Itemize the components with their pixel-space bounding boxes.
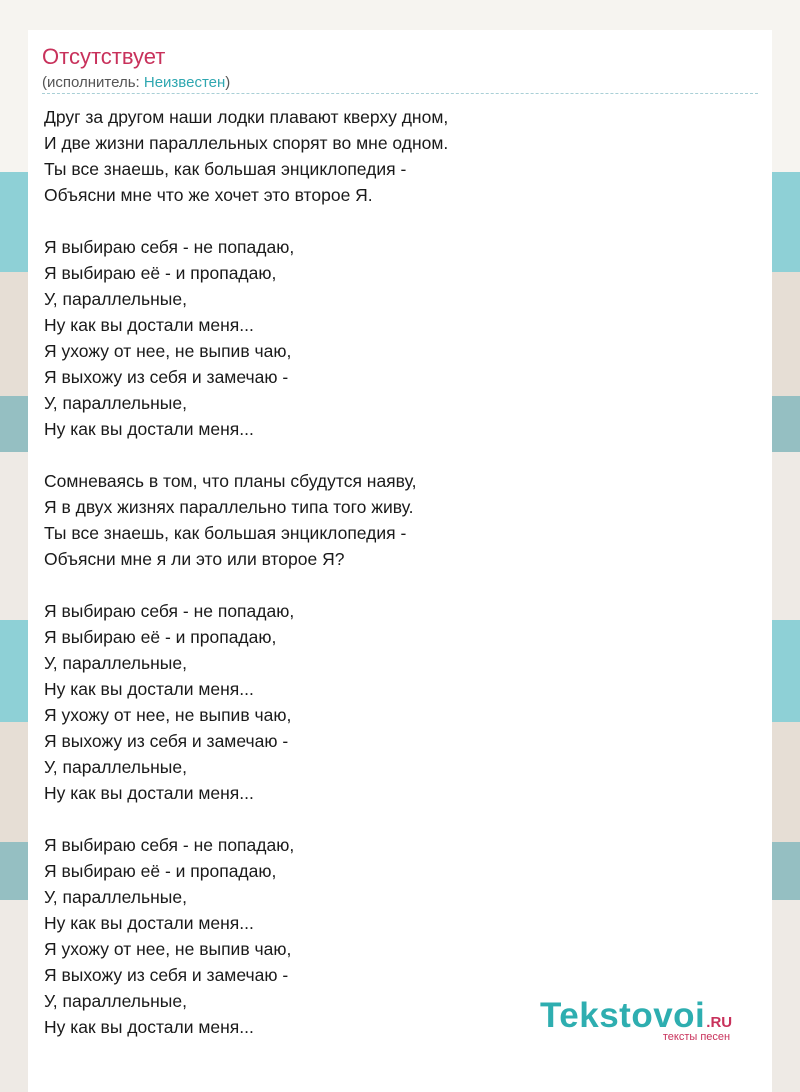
lyrics-line: Я выхожу из себя и замечаю - — [44, 731, 289, 751]
song-title: Отсутствует — [42, 44, 166, 69]
lyrics-line: У, параллельные, — [44, 991, 187, 1011]
lyrics-card — [28, 30, 772, 1092]
lyrics-line: У, параллельные, — [44, 757, 187, 777]
lyrics-line: У, параллельные, — [44, 289, 187, 309]
lyrics-line: Я выбираю себя - не попадаю, — [44, 835, 295, 855]
lyrics-line: Ты все знаешь, как большая энциклопедия - — [44, 159, 407, 179]
site-logo[interactable] — [540, 997, 732, 1043]
artist-line — [42, 74, 230, 91]
artist-link[interactable]: Неизвестен — [143, 74, 226, 91]
lyrics-line: Я ухожу от нее, не выпив чаю, — [44, 341, 292, 361]
lyrics-line: Я ухожу от нее, не выпив чаю, — [44, 705, 292, 725]
logo-tld: .RU — [706, 1014, 733, 1031]
lyrics-stanza — [44, 104, 744, 208]
artist-prefix: (исполнитель: — [42, 74, 144, 91]
lyrics-line: И две жизни параллельных спорят во мне одном. — [44, 133, 449, 153]
logo-tagline: тексты песен — [662, 1031, 731, 1043]
lyrics-line: У, параллельные, — [44, 887, 187, 907]
lyrics-line: Я выбираю её - и пропадаю, — [44, 861, 277, 881]
lyrics-line: Я выбираю её - и пропадаю, — [44, 263, 277, 283]
lyrics-stanza — [44, 468, 744, 572]
lyrics-line: Я в двух жизнях параллельно типа того живу. — [44, 497, 414, 517]
lyrics-line: Ну как вы достали меня... — [44, 913, 254, 933]
lyrics-line: Объясни мне я ли это или второе Я? — [44, 549, 345, 569]
artist-suffix: ) — [225, 74, 231, 91]
lyrics-stanza — [44, 234, 744, 442]
title-divider — [42, 93, 758, 94]
lyrics-text — [44, 104, 744, 1066]
lyrics-line: У, параллельные, — [44, 393, 187, 413]
lyrics-line: Ну как вы достали меня... — [44, 1017, 254, 1037]
lyrics-line: Сомневаясь в том, что планы сбудутся наяву, — [44, 471, 417, 491]
lyrics-line: Я ухожу от нее, не выпив чаю, — [44, 939, 292, 959]
lyrics-line: Друг за другом наши лодки плавают кверху дном, — [44, 107, 449, 127]
logo-word: Tekstovoi — [540, 996, 706, 1035]
lyrics-line: Ну как вы достали меня... — [44, 783, 254, 803]
lyrics-line: Объясни мне что же хочет это второе Я. — [44, 185, 373, 205]
lyrics-line: Я выбираю себя - не попадаю, — [44, 601, 295, 621]
lyrics-line: Я выбираю её - и пропадаю, — [44, 627, 277, 647]
lyrics-line: У, параллельные, — [44, 653, 187, 673]
lyrics-line: Я выбираю себя - не попадаю, — [44, 237, 295, 257]
lyrics-stanza — [44, 598, 744, 806]
lyrics-line: Ну как вы достали меня... — [44, 679, 254, 699]
lyrics-line: Я выхожу из себя и замечаю - — [44, 965, 289, 985]
lyrics-line: Ну как вы достали меня... — [44, 419, 254, 439]
lyrics-line: Ты все знаешь, как большая энциклопедия - — [44, 523, 407, 543]
lyrics-line: Ну как вы достали меня... — [44, 315, 254, 335]
lyrics-line: Я выхожу из себя и замечаю - — [44, 367, 289, 387]
